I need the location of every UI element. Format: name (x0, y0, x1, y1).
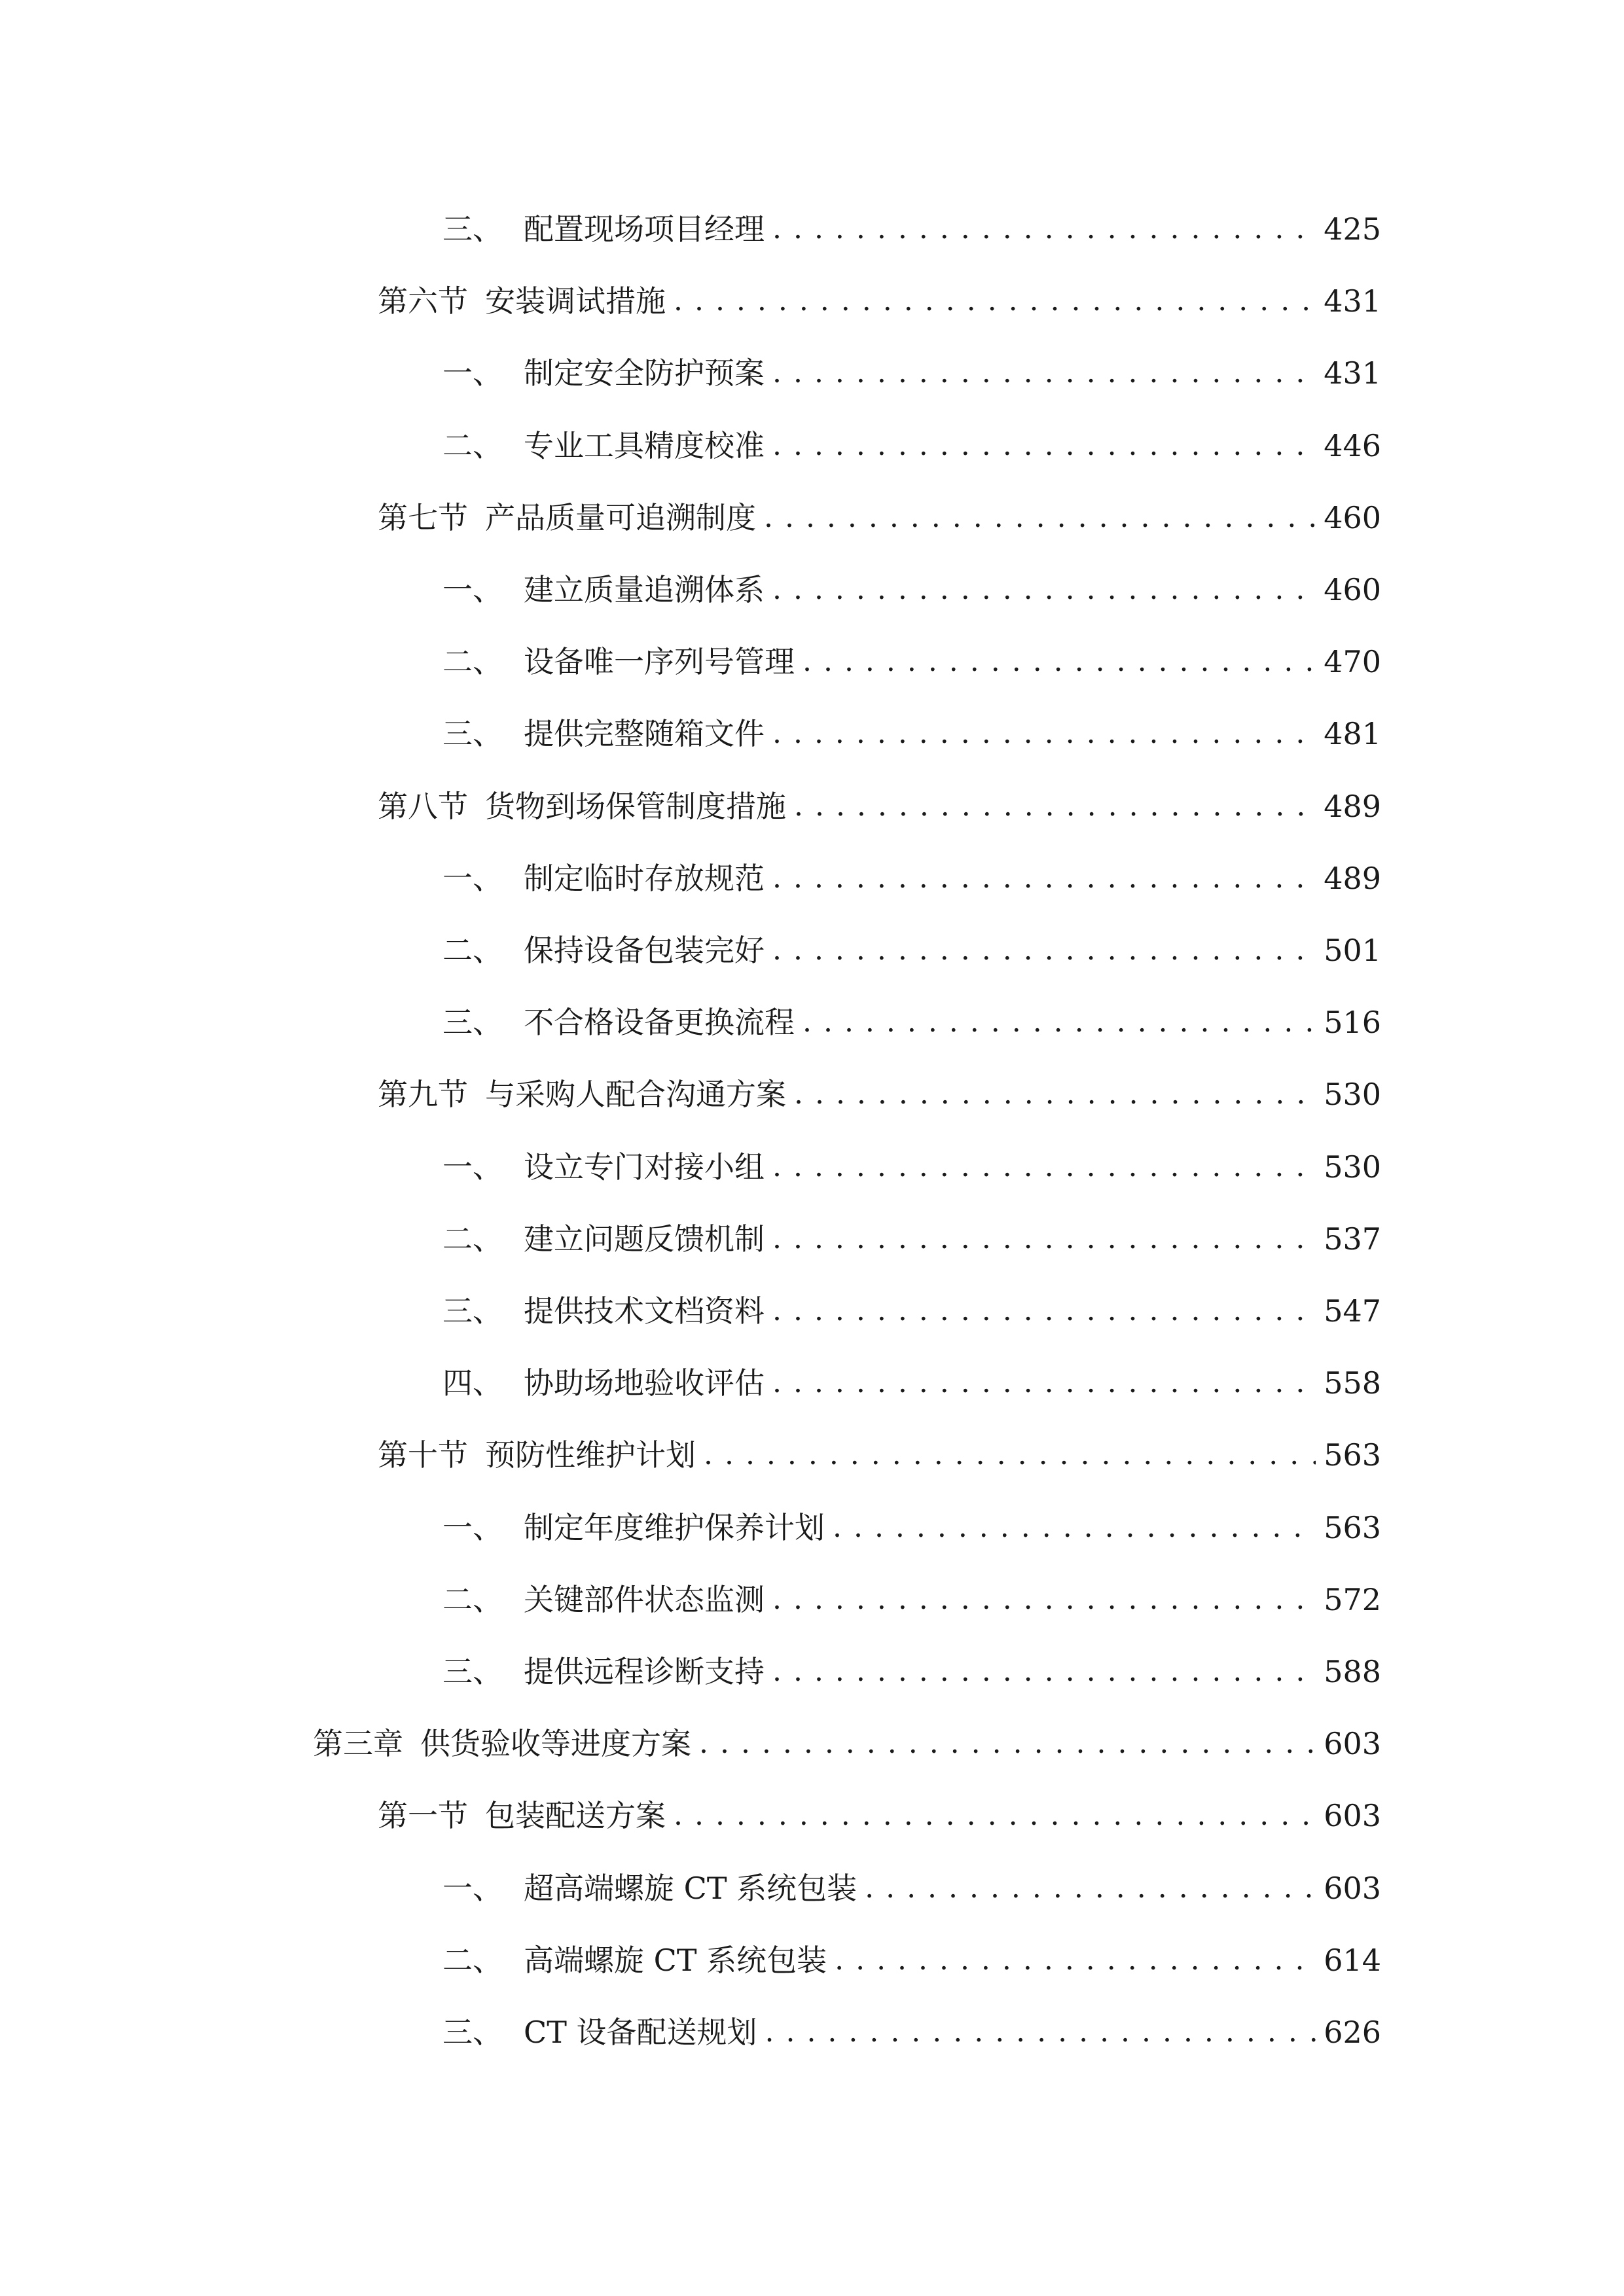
toc-entry-number: 一、 (442, 1510, 503, 1545)
toc-entry-number: 一、 (442, 572, 503, 607)
toc-entry[interactable] (0, 1645, 1381, 1698)
toc-entry-title: 提供技术文档资料 (524, 1293, 765, 1329)
toc-entry-title: 高端螺旋 CT 系统包装 (524, 1943, 827, 1978)
toc-entry[interactable] (0, 1357, 1381, 1409)
toc-entry-number: 第三章 (313, 1726, 403, 1761)
toc-entry-number: 第一节 (378, 1798, 468, 1833)
toc-entry-title: 设备唯一序列号管理 (524, 644, 795, 679)
toc-entry-title: 制定临时存放规范 (524, 861, 765, 896)
toc-entry-page-number: 563 (1324, 1437, 1381, 1473)
toc-entry[interactable] (0, 1213, 1381, 1265)
toc-entry-title: 提供完整随箱文件 (524, 716, 765, 751)
toc-entry-page-number: 501 (1324, 933, 1381, 968)
toc-entry-title: 协助场地验收评估 (524, 1365, 765, 1401)
toc-entry-title: 货物到场保管制度措施 (485, 789, 786, 824)
toc-dot-leader (794, 780, 1316, 833)
toc-entry-title: 建立问题反馈机制 (524, 1221, 765, 1257)
toc-dot-leader (794, 1068, 1316, 1121)
toc-entry-page-number: 460 (1324, 572, 1381, 607)
toc-entry-title: 超高端螺旋 CT 系统包装 (524, 1871, 857, 1906)
toc-entry-page-number: 489 (1324, 789, 1381, 824)
toc-entry[interactable] (0, 780, 1381, 833)
toc-entry[interactable] (0, 275, 1381, 327)
toc-dot-leader (865, 1862, 1316, 1914)
toc-entry-page-number: 516 (1324, 1005, 1381, 1040)
toc-entry-title: 专业工具精度校准 (524, 428, 765, 463)
toc-dot-leader (772, 708, 1316, 760)
toc-entry-page-number: 530 (1324, 1149, 1381, 1185)
toc-dot-leader (833, 1501, 1316, 1554)
toc-dot-leader (772, 924, 1316, 977)
toc-entry[interactable] (0, 203, 1381, 255)
toc-entry-page-number: 446 (1324, 428, 1381, 463)
toc-dot-leader (772, 1357, 1316, 1409)
toc-entry-page-number: 626 (1324, 2015, 1381, 2050)
toc-entry[interactable] (0, 1285, 1381, 1337)
toc-entry-number: 一、 (442, 355, 503, 391)
toc-entry-page-number: 481 (1324, 716, 1381, 751)
toc-entry[interactable] (0, 1934, 1381, 1986)
toc-dot-leader (803, 636, 1316, 688)
toc-entry-page-number: 489 (1324, 861, 1381, 896)
toc-entry-number: 三、 (442, 1293, 503, 1329)
toc-entry-title: 设立专门对接小组 (524, 1149, 765, 1185)
toc-entry-page-number: 614 (1324, 1943, 1381, 1978)
toc-entry-number: 二、 (442, 1221, 503, 1257)
toc-dot-leader (772, 203, 1316, 255)
toc-entry-number: 三、 (442, 716, 503, 751)
toc-entry-page-number: 572 (1324, 1582, 1381, 1617)
toc-entry[interactable] (0, 1501, 1381, 1554)
toc-dot-leader (803, 996, 1316, 1049)
toc-dot-leader (835, 1934, 1316, 1986)
toc-entry-number: 三、 (442, 1005, 503, 1040)
toc-entry-title: 制定安全防护预案 (524, 355, 765, 391)
toc-entry-title: 建立质量追溯体系 (524, 572, 765, 607)
toc-entry-page-number: 558 (1324, 1365, 1381, 1401)
toc-entry[interactable] (0, 1717, 1381, 1770)
toc-entry-page-number: 470 (1324, 644, 1381, 679)
toc-entry[interactable] (0, 1573, 1381, 1626)
toc-entry[interactable] (0, 996, 1381, 1049)
toc-dot-leader (772, 347, 1316, 399)
toc-entry-number: 二、 (442, 644, 503, 679)
toc-entry-title: 产品质量可追溯制度 (485, 500, 756, 535)
toc-entry-page-number: 563 (1324, 1510, 1381, 1545)
toc-dot-leader (704, 1429, 1316, 1481)
toc-entry-page-number: 530 (1324, 1077, 1381, 1112)
toc-entry[interactable] (0, 1429, 1381, 1481)
toc-entry[interactable] (0, 636, 1381, 688)
toc-entry[interactable] (0, 420, 1381, 472)
toc-dot-leader (772, 1573, 1316, 1626)
toc-entry-number: 第六节 (378, 283, 468, 319)
toc-dot-leader (764, 492, 1316, 544)
toc-entry-number: 二、 (442, 428, 503, 463)
toc-entry-number: 二、 (442, 933, 503, 968)
toc-entry-number: 第七节 (378, 500, 468, 535)
toc-entry[interactable] (0, 564, 1381, 616)
toc-entry-number: 第十节 (378, 1437, 468, 1473)
toc-entry-title: 供货验收等进度方案 (420, 1726, 691, 1761)
toc-dot-leader (772, 564, 1316, 616)
toc-entry[interactable] (0, 2006, 1381, 2058)
toc-entry-number: 一、 (442, 1871, 503, 1906)
toc-entry-title: 提供远程诊断支持 (524, 1654, 765, 1689)
toc-entry-title: 预防性维护计划 (485, 1437, 696, 1473)
toc-entry-number: 三、 (442, 1654, 503, 1689)
toc-entry-title: 安装调试措施 (485, 283, 666, 319)
toc-entry-number: 四、 (442, 1365, 503, 1401)
toc-entry[interactable] (0, 1141, 1381, 1193)
toc-dot-leader (674, 275, 1316, 327)
toc-dot-leader (772, 1645, 1316, 1698)
toc-entry-page-number: 547 (1324, 1293, 1381, 1329)
toc-entry-page-number: 603 (1324, 1726, 1381, 1761)
toc-entry-number: 三、 (442, 2015, 503, 2050)
toc-dot-leader (699, 1717, 1316, 1770)
toc-entry[interactable] (0, 924, 1381, 977)
toc-dot-leader (772, 1141, 1316, 1193)
toc-entry-title: 不合格设备更换流程 (524, 1005, 795, 1040)
toc-entry-page-number: 588 (1324, 1654, 1381, 1689)
toc-entry-title: 包装配送方案 (485, 1798, 666, 1833)
toc-entry[interactable] (0, 1789, 1381, 1842)
toc-entry[interactable] (0, 492, 1381, 544)
toc-entry-title: 关键部件状态监测 (524, 1582, 765, 1617)
toc-dot-leader (772, 852, 1316, 905)
toc-entry-number: 一、 (442, 1149, 503, 1185)
toc-entry-page-number: 431 (1324, 283, 1381, 319)
toc-entry[interactable] (0, 1068, 1381, 1121)
toc-entry-page-number: 537 (1324, 1221, 1381, 1257)
toc-entry[interactable] (0, 708, 1381, 760)
toc-entry-page-number: 431 (1324, 355, 1381, 391)
toc-entry-number: 一、 (442, 861, 503, 896)
toc-dot-leader (772, 420, 1316, 472)
toc-entry-page-number: 603 (1324, 1871, 1381, 1906)
toc-entry-page-number: 425 (1324, 211, 1381, 247)
toc-entry[interactable] (0, 852, 1381, 905)
toc-entry-number: 二、 (442, 1943, 503, 1978)
toc-entry-title: 与采购人配合沟通方案 (485, 1077, 786, 1112)
toc-entry-number: 第八节 (378, 789, 468, 824)
toc-dot-leader (674, 1789, 1316, 1842)
toc-entry[interactable] (0, 1862, 1381, 1914)
toc-entry-title: 保持设备包装完好 (524, 933, 765, 968)
toc-entry-number: 第九节 (378, 1077, 468, 1112)
toc-entry-page-number: 603 (1324, 1798, 1381, 1833)
toc-entry-title: 制定年度维护保养计划 (524, 1510, 825, 1545)
toc-dot-leader (772, 1285, 1316, 1337)
toc-entry-page-number: 460 (1324, 500, 1381, 535)
toc-dot-leader (772, 1213, 1316, 1265)
toc-entry[interactable] (0, 347, 1381, 399)
toc-entry-title: 配置现场项目经理 (524, 211, 765, 247)
toc-entry-number: 三、 (442, 211, 503, 247)
toc-dot-leader (765, 2006, 1316, 2058)
toc-entry-title: CT 设备配送规划 (524, 2015, 757, 2050)
toc-entry-number: 二、 (442, 1582, 503, 1617)
